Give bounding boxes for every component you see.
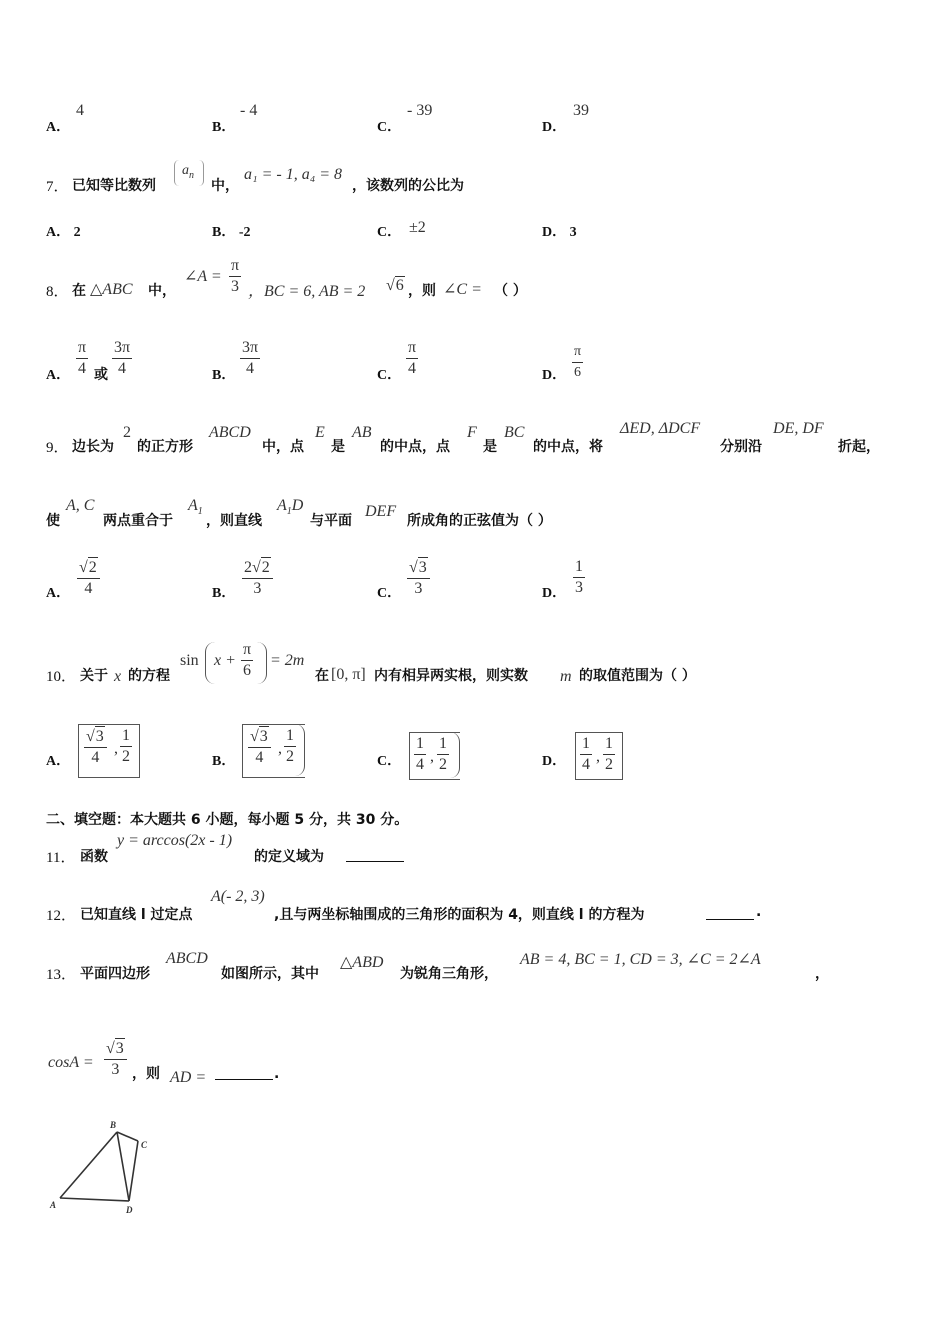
q10-option-b-frac-1: $\frac{√3}{4}$ [248, 726, 271, 768]
q10-option-d-comma: , [596, 748, 600, 765]
q13-answer-blank[interactable] [215, 1063, 273, 1080]
q8-option-a-label: A． [46, 368, 71, 383]
q8-ask: ∠C = [443, 281, 482, 298]
q10-option-a-frac-2: $\frac{1}{2}$ [122, 727, 130, 765]
q7-number: 7． [46, 179, 69, 195]
q13-triangle: △ABD [340, 954, 384, 971]
q12-text-2: ,且与两坐标轴围成的三角形的面积为 4，则直线 l 的方程为 [274, 907, 645, 923]
q13-conditions: AB = 4, BC = 1, CD = 3, ∠C = 2∠A [520, 951, 761, 968]
q9-a1d: $A_1D$ [277, 497, 304, 518]
q9-option-b-label: B． [212, 586, 236, 601]
q8-option-c-frac: $\frac{\pi}{4}$ [408, 339, 417, 377]
q9-number: 9． [46, 440, 69, 456]
q13-figure [40, 1110, 170, 1220]
q13-end: . [274, 1066, 280, 1082]
q9-bc: BC [504, 424, 525, 441]
q9-edges: DE, DF [773, 420, 824, 437]
label-d: D [126, 1205, 133, 1215]
edge-bc [117, 1132, 138, 1141]
q9-triangles: ΔED, ΔDCF [620, 420, 701, 437]
q10-text-1: 关于 [80, 668, 108, 684]
q8-condition: ，BC = 6, AB = 2 [248, 283, 366, 300]
q9-text-7: 的中点，将 [533, 439, 603, 455]
q10-option-b-frac-2: $\frac{1}{2}$ [286, 727, 294, 765]
q13-text-1: 平面四边形 [80, 966, 150, 982]
q6-option-b-label: B． [212, 120, 236, 135]
q6-option-b-value: - 4 [240, 102, 258, 119]
q9-option-d-label: D． [542, 586, 567, 601]
q10-sin: sin [180, 652, 199, 669]
q10-option-d-label: D． [542, 754, 567, 769]
q10-pi-over-6: $\frac{\pi}{6}$ [243, 641, 252, 679]
q9-text-1: 边长为 [72, 439, 114, 455]
q8-angle-lhs: ∠A = [184, 268, 222, 285]
q7-text-1: 已知等比数列 [72, 178, 156, 194]
q8-text-2: 中， [148, 283, 176, 299]
q10-option-c-comma: , [430, 748, 434, 765]
q8-option-c-label: C． [377, 368, 402, 383]
label-c: C [141, 1140, 148, 1150]
q11-number: 11． [46, 850, 76, 866]
q12-point: A(- 2, 3) [211, 888, 265, 905]
q8-option-d-frac: $\frac{\pi}{6}$ [574, 344, 582, 380]
q13-text-4: ，则 [132, 1066, 160, 1082]
q10-option-b-label: B． [212, 754, 236, 769]
q9-text-9: 折起， [838, 439, 880, 455]
edge-ab [60, 1132, 117, 1198]
q9-square: ABCD [209, 424, 251, 441]
q10-number: 10． [46, 669, 77, 685]
q8-option-b-label: B． [212, 368, 236, 383]
q9-option-a-label: A． [46, 586, 71, 601]
q9-line2-text-3: ，则直线 [206, 513, 262, 529]
label-b: B [110, 1120, 117, 1130]
q9-option-a-frac: $\frac{√2}{4}$ [77, 557, 100, 599]
q10-text-3: 在 [315, 668, 329, 684]
q9-line2-text-1: 使 [46, 513, 60, 529]
edge-ad [60, 1198, 129, 1201]
q12-text-1: 已知直线 l 过定点 [80, 907, 193, 923]
q10-option-c-label: C． [377, 754, 402, 769]
edge-cd [129, 1141, 138, 1201]
q7-condition: a₁ = - 1, a₄ = 8 [244, 166, 343, 183]
q9-point-f: F [467, 424, 477, 441]
q8-triangle: △ABC [90, 281, 133, 298]
q6-option-d-value: 39 [573, 102, 589, 119]
q10-option-a-comma: , [114, 740, 118, 757]
q9-text-2: 的正方形 [137, 439, 193, 455]
q7-option-a: A． 2 [46, 225, 81, 240]
q9-option-c-label: C． [377, 586, 402, 601]
q10-text-2: 的方程 [128, 668, 170, 684]
q11-text-1: 函数 [80, 849, 108, 865]
q9-line2-text-2: 两点重合于 [103, 513, 173, 529]
q10-interval: [0, π] [331, 666, 366, 683]
q9-option-d-frac: $\frac{1}{3}$ [575, 558, 583, 596]
q8-text-3: ，则 [408, 283, 436, 299]
q7-option-c-value: ±2 [409, 219, 426, 236]
q12-answer-blank[interactable] [706, 903, 754, 920]
q10-option-a-frac-1: $\frac{√3}{4}$ [84, 726, 107, 768]
q13-text-3: 为锐角三角形， [400, 966, 498, 982]
q13-cos-lhs: cosA = [48, 1054, 94, 1071]
q7-option-d: D． 3 [542, 225, 577, 240]
q7-sequence: $a_n$ [182, 163, 194, 181]
q9-option-b-frac: $\frac{2√2}{3}$ [242, 557, 273, 599]
q12-number: 12． [46, 908, 77, 924]
q9-a1: $A_1$ [188, 497, 203, 518]
q6-option-c-value: - 39 [407, 102, 433, 119]
q8-option-a-frac-2: $\frac{3\pi}{4}$ [114, 339, 131, 377]
edge-bd [117, 1132, 129, 1201]
q9-point-e: E [315, 424, 325, 441]
q9-side: 2 [123, 424, 131, 441]
q7-text-3: ，该数列的公比为 [352, 178, 464, 194]
q10-m: m [560, 668, 572, 685]
q10-rhs: = 2m [270, 652, 305, 669]
q7-option-b: B． -2 [212, 225, 251, 240]
q13-cos-frac: $\frac{√3}{3}$ [104, 1038, 127, 1080]
q10-x: x [114, 668, 122, 685]
q10-option-b-comma: , [278, 740, 282, 757]
q10-text-4: 内有相异两实根，则实数 [374, 668, 528, 684]
section-2-title: 二、填空题：本大题共 6 小题，每小题 5 分，共 30 分。 [46, 812, 409, 828]
q8-angle-fraction: $\frac{\pi}{3}$ [231, 257, 240, 295]
q7-text-2: 中， [211, 178, 239, 194]
q9-ab: AB [352, 424, 372, 441]
q9-text-5: 的中点，点 [380, 439, 450, 455]
q9-text-6: 是 [483, 439, 497, 455]
q8-text-1: 在 [72, 283, 86, 299]
q7-option-c-label: C． [377, 225, 402, 240]
q9-ac: A, C [66, 497, 95, 514]
q9-text-8: 分别沿 [720, 439, 762, 455]
q10-inner: x + [214, 652, 236, 669]
q9-option-c-frac: $\frac{√3}{3}$ [407, 557, 430, 599]
q10-option-d-frac-2: $\frac{1}{2}$ [605, 735, 613, 773]
q13-text-2: 如图所示，其中 [221, 966, 319, 982]
q10-option-d-frac-1: $\frac{1}{4}$ [582, 735, 590, 773]
q6-option-c-label: C． [377, 120, 402, 135]
q10-option-c-frac-1: $\frac{1}{4}$ [416, 735, 424, 773]
q11-function: y = arccos(2x - 1) [117, 832, 233, 849]
q11-text-2: 的定义域为 [254, 849, 324, 865]
q10-text-5: 的取值范围为（ ） [579, 668, 696, 684]
q8-option-a-frac-1: $\frac{\pi}{4}$ [78, 339, 87, 377]
q9-line2-text-5: 所成角的正弦值为（ ） [407, 513, 552, 529]
q13-comma: ， [815, 966, 829, 982]
q6-option-a-value: 4 [76, 102, 84, 119]
q11-answer-blank[interactable] [346, 845, 404, 862]
label-a: A [50, 1200, 57, 1210]
q13-number: 13． [46, 967, 77, 983]
q8-option-b-frac: $\frac{3\pi}{4}$ [242, 339, 259, 377]
q8-number: 8． [46, 284, 69, 300]
q8-sqrt: √6 [386, 277, 404, 294]
q10-option-c-frac-2: $\frac{1}{2}$ [439, 735, 447, 773]
q12-end: . [756, 904, 762, 920]
q10-option-a-label: A． [46, 754, 71, 769]
q9-line2-text-4: 与平面 [310, 513, 352, 529]
q9-text-4: 是 [331, 439, 345, 455]
q8-option-d-label: D． [542, 368, 567, 383]
q13-quad: ABCD [166, 950, 208, 967]
q8-text-4: （ ） [494, 283, 527, 299]
q8-option-a-or: 或 [94, 367, 108, 383]
q13-ask: AD = [170, 1069, 207, 1086]
q9-text-3: 中，点 [262, 439, 304, 455]
q6-option-d-label: D． [542, 120, 567, 135]
q9-plane: DEF [365, 503, 397, 520]
q6-option-a-label: A． [46, 120, 71, 135]
